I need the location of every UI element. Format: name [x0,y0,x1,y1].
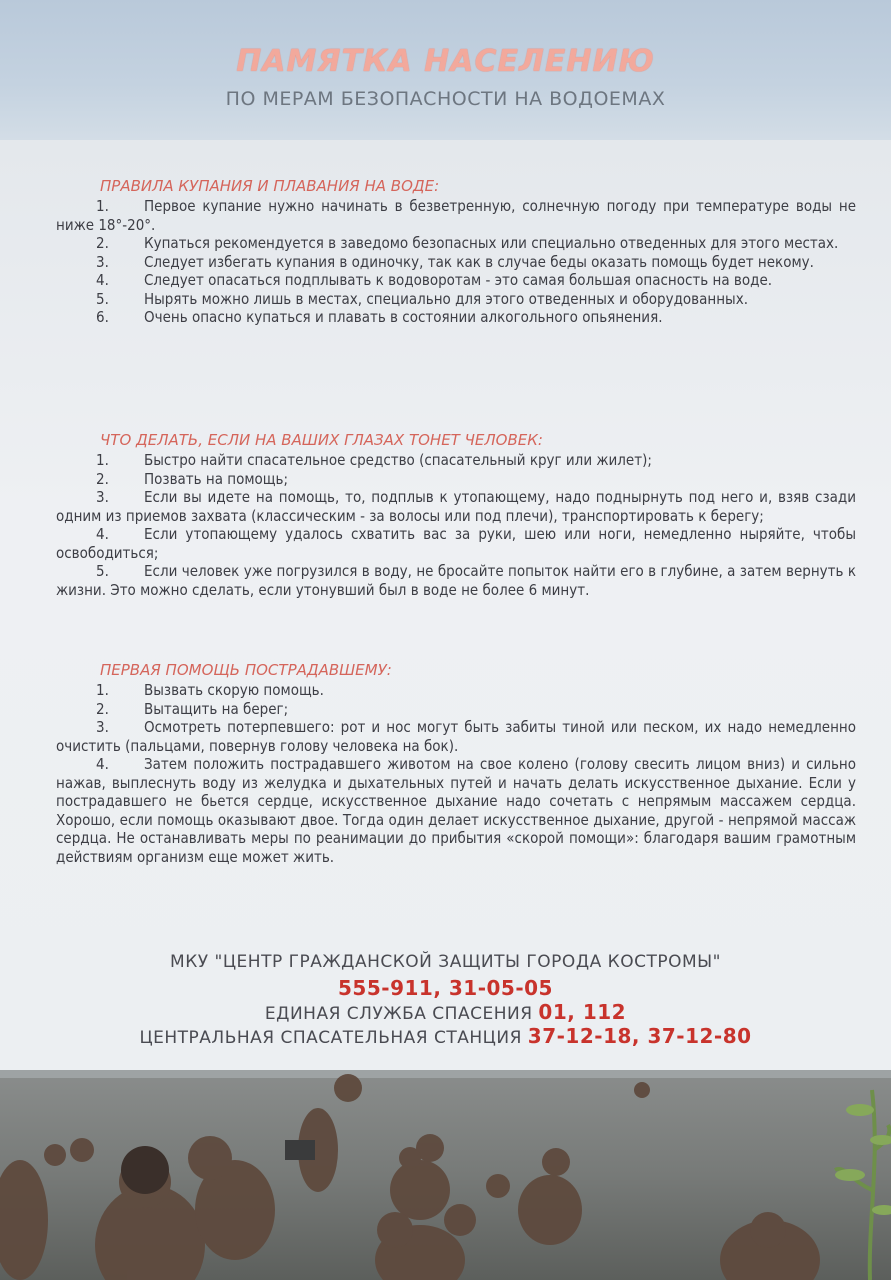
rescue-phones: 01, 112 [538,1000,627,1024]
list-item: 1. Первое купание нужно начинать в безветренную, солнечную погоду при температуре воды не ниже 18°-20°. [56,197,856,234]
footer-rescue-line [0,1000,891,1024]
list-item: 2. Позвать на помощь; [96,469,289,488]
list-item: 2. Вытащить на берег; [96,699,289,718]
section-drowning-help [56,430,856,599]
section-first-aid [56,660,856,866]
list-item: 1. Быстро найти спасательное средство (спасательный круг или жилет); [96,451,652,469]
list-item: 4. Следует опасаться подплывать к водоворотам - это самая большая опасность на воде. [96,271,773,289]
list-item: 4. Затем положить пострадавшего животом на свое колено (голову свесить лицом вниз) и сильно нажав, выплеснуть воду из желудка и дыхательных путей и начать делать искусственное дыхание. Если у пострадавшего не бьется сердце, искусственное дыхание надо сочетать с непрямым массажем сердца. Хорошо, если помощь оказывают двое. Тогда один делает искусственное дыхание, другой - непрямой массаж сердца. Не останавливать меры по реанимации до прибытия «скорой помощи»: благодаря вашим грамотным действиям организм еще может жить. [56,755,856,866]
rescue-label: ЕДИНАЯ СЛУЖБА СПАСЕНИЯ [264,1004,533,1024]
list-item: 5. Нырять можно лишь в местах, специально для этого отведенных и оборудованных. [96,289,748,308]
section-heading: ЧТО ДЕЛАТЬ, ЕСЛИ НА ВАШИХ ГЛАЗАХ ТОНЕТ ЧЕЛОВЕК: [100,431,543,449]
section-swimming-rules [56,176,856,327]
page-subtitle: ПО МЕРАМ БЕЗОПАСНОСТИ НА ВОДОЕМАХ [225,88,666,110]
footer-station-line [0,1024,891,1048]
section-heading: ПЕРВАЯ ПОМОЩЬ ПОСТРАДАВШЕМУ: [100,661,392,679]
footer-org-phones: 555-911, 31-05-05 [338,976,553,1000]
list-item: 6. Очень опасно купаться и плавать в состоянии алкогольного опьянения. [96,308,663,326]
list-item: 3. Следует избегать купания в одиночку, так как в случае беды оказать помощь будет некому. [96,252,814,271]
list-item: 3. Осмотреть потерпевшего: рот и нос могут быть забиты тиной или песком, их надо немедленно очистить (пальцами, повернув голову человека на бок). [56,718,856,755]
list-item: 5. Если человек уже погрузился в воду, не бросайте попыток найти его в глубине, а затем вернуть к жизни. Это можно сделать, если утонувший был в воде не более 6 минут. [56,562,856,599]
list-item: 3. Если вы идете на помощь, то, подплыв к утопающему, надо поднырнуть под него и, взяв сзади одним из приемов захвата (классическим - за волосы или под плечи), транспортировать к берегу; [56,488,856,525]
list-item: 4. Если утопающему удалось схватить вас за руки, шею или ноги, немедленно ныряйте, чтобы освободиться; [56,525,856,562]
page-title: ПАМЯТКА НАСЕЛЕНИЮ [236,44,655,79]
section-heading: ПРАВИЛА КУПАНИЯ И ПЛАВАНИЯ НА ВОДЕ: [100,177,440,195]
station-phones: 37-12-18, 37-12-80 [527,1024,752,1048]
lake-swimmers-illustration [0,1070,891,1280]
swimmers-photo [0,1070,891,1280]
list-item: 2. Купаться рекомендуется в заведомо безопасных или специально отведенных для этого местах. [96,234,839,252]
header-banner [0,0,891,140]
station-label: ЦЕНТРАЛЬНАЯ СПАСАТЕЛЬНАЯ СТАНЦИЯ [139,1028,522,1048]
footer-org: МКУ "ЦЕНТР ГРАЖДАНСКОЙ ЗАЩИТЫ ГОРОДА КОСТРОМЫ" [170,952,721,972]
list-item: 1. Вызвать скорую помощь. [96,681,324,699]
memo-content [0,140,891,1070]
